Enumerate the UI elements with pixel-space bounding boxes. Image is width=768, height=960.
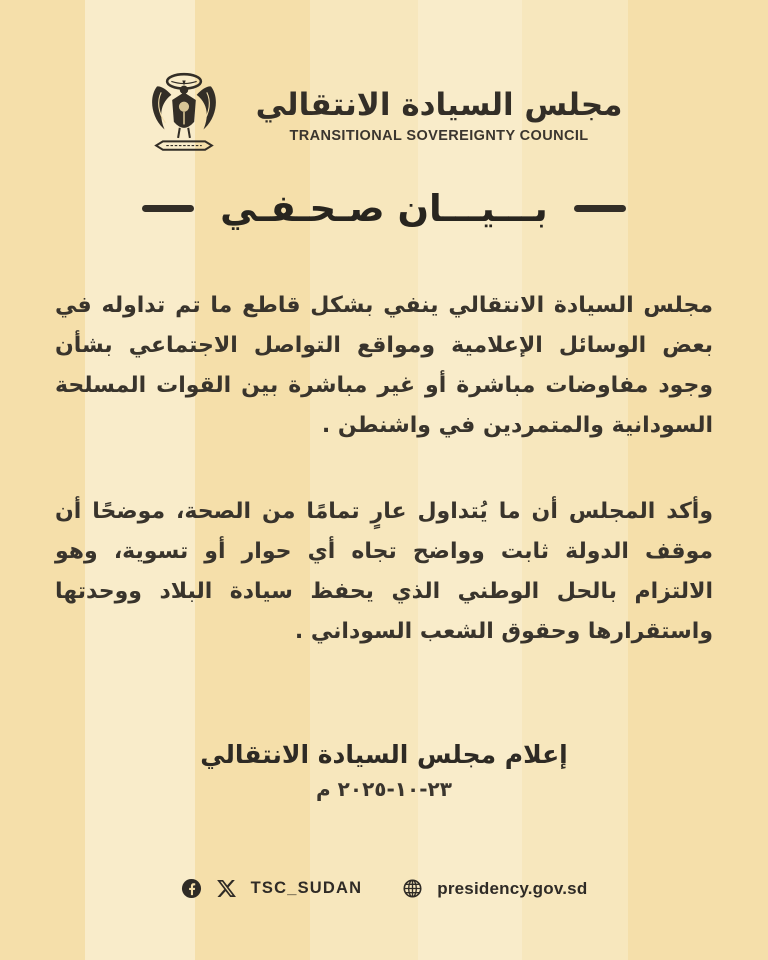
signature-block [0, 740, 768, 801]
org-name-english: TRANSITIONAL SOVEREIGNTY COUNCIL [289, 128, 589, 145]
sudan-emblem-icon [146, 70, 222, 162]
statement-title: بـــيـــان صـحـفـي [220, 187, 548, 230]
statement-body [55, 286, 713, 652]
social-handle: TSC_SUDAN [250, 879, 363, 897]
statement-paragraph-2: وأكد المجلس أن ما يُتداول عارٍ تمامًا من الصحة، موضحًا أن موقف الدولة ثابت وواضح تجاه أي حوار أو تسوية، وهو الالتزام بالحل الوطني الذي يحفظ سيادة البلاد ووحدتها واستقرارها وحقوق الشعب السوداني . [55, 499, 713, 645]
x-icon [216, 878, 237, 899]
globe-icon [402, 878, 423, 899]
statement-date: ٢٣-١٠-٢٠٢٥ م [316, 777, 452, 801]
statement-paragraph-1: مجلس السيادة الانتقالي ينفي بشكل قاطع ما تم تداوله في بعض الوسائل الإعلامية ومواقع التواصل الاجتماعي بشأن وجود مفاوضات مباشرة أو غير مباشرة بين القوات المسلحة السودانية والمتمردين في واشنطن . [55, 293, 713, 439]
org-name-block [256, 88, 623, 144]
header [0, 70, 768, 162]
signature-text: إعلام مجلس السيادة الانتقالي [200, 740, 568, 769]
facebook-icon [181, 878, 202, 899]
title-dash-left [142, 205, 194, 212]
org-name-arabic: مجلس السيادة الانتقالي [255, 86, 623, 123]
social-footer [0, 878, 768, 899]
title-dash-right [574, 205, 626, 212]
website-url: presidency.gov.sd [437, 878, 588, 898]
statement-title-row [0, 187, 768, 230]
